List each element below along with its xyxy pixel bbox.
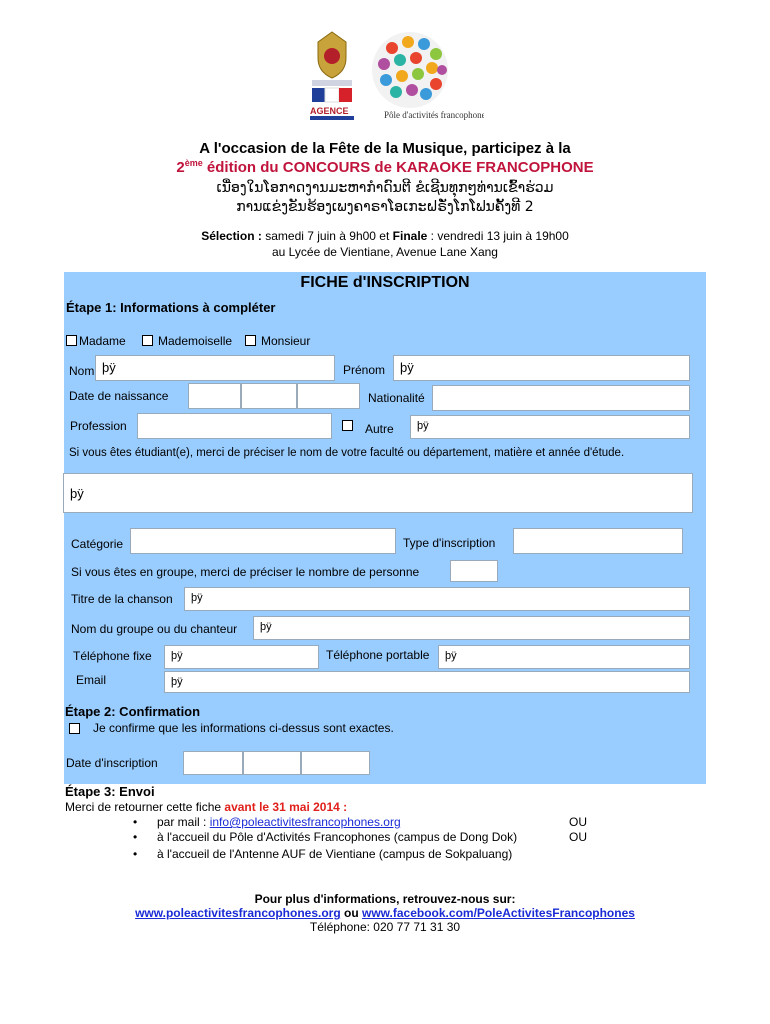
tel-fixe-input[interactable]: þÿ: [164, 645, 319, 669]
date-naissance-label: Date de naissance: [69, 389, 169, 403]
footer-info: Pour plus d'informations, retrouvez-nous sur:: [254, 892, 516, 906]
titre-chanson-label: Titre de la chanson: [71, 592, 173, 606]
pole-logo-text: Pôle d'activités francophones: [384, 110, 484, 120]
email-input[interactable]: þÿ: [164, 671, 690, 693]
madame-checkbox[interactable]: [66, 335, 77, 346]
profession-input[interactable]: [137, 413, 332, 439]
nom-input[interactable]: þÿ: [95, 355, 335, 381]
monsieur-checkbox[interactable]: [245, 335, 256, 346]
website-link[interactable]: www.poleactivitesfrancophones.org: [135, 906, 341, 920]
autre-label: Autre: [365, 422, 394, 436]
ou-2: OU: [569, 830, 587, 844]
schedule-line: Sélection : samedi 7 juin à 9h00 et Finale : vendredi 13 juin à 19h00: [201, 229, 569, 243]
groupe-nombre-input[interactable]: [450, 560, 498, 582]
bullet-1: •: [133, 815, 138, 829]
inscription-month-input[interactable]: [243, 751, 301, 775]
type-inscription-select[interactable]: [513, 528, 683, 554]
par-mail-line: par mail : info@poleactivitesfrancophones.org: [157, 815, 401, 829]
birth-year-input[interactable]: [297, 383, 360, 409]
tel-fixe-label: Téléphone fixe: [73, 649, 152, 663]
facebook-link[interactable]: www.facebook.com/PoleActivitesFrancophones: [361, 906, 635, 920]
autre-input[interactable]: þÿ: [410, 415, 690, 439]
tel-portable-label: Téléphone portable: [326, 648, 430, 662]
prenom-label: Prénom: [343, 363, 386, 377]
coat-of-arms-logo: [306, 28, 358, 122]
form-title: FICHE d'INSCRIPTION: [300, 274, 470, 291]
madame-label: Madame: [79, 334, 126, 348]
categorie-select[interactable]: [130, 528, 396, 554]
footer-links: www.poleactivitesfrancophones.org ou www.facebook.com/PoleActivitesFrancophones: [135, 906, 635, 920]
monsieur-label: Monsieur: [261, 334, 311, 348]
venue-line: au Lycée de Vientiane, Avenue Lane Xang: [272, 245, 498, 259]
step2-heading: Étape 2: Confirmation: [65, 704, 201, 719]
mail-link[interactable]: info@poleactivitesfrancophones.org: [209, 815, 401, 829]
birth-day-input[interactable]: [188, 383, 241, 409]
step3-heading: Étape 3: Envoi: [65, 784, 155, 799]
lao-headline-2: ການແຂ່ງຂັນຮ້ອງເພງຄາຣາໂອເກະຝຣັ່ງໂກໂຟນຄັ້ງທີ 2: [236, 199, 534, 215]
accueil-pole-line: à l'accueil du Pôle d'Activités Francophones (campus de Dong Dok): [157, 830, 518, 844]
nom-label: Nom: [69, 364, 95, 378]
email-label: Email: [76, 673, 107, 687]
mademoiselle-label: Mademoiselle: [158, 334, 233, 348]
bullet-3: •: [133, 847, 138, 861]
titre-chanson-input[interactable]: þÿ: [184, 587, 690, 611]
type-inscription-label: Type d'inscription: [403, 536, 496, 550]
etudiant-instructions: Si vous êtes étudiant(e), merci de préciser le nom de votre faculté ou département, matière et année d'étude.: [69, 447, 625, 459]
agence-logo-text: AGENCE: [310, 106, 349, 116]
accueil-auf-line: à l'accueil de l'Antenne AUF de Vientiane (campus de Sokpaluang): [157, 847, 513, 861]
contest-title: 2ème édition du CONCOURS de KARAOKE FRANCOPHONE: [176, 158, 594, 176]
footer-phone: Téléphone: 020 77 71 31 30: [309, 920, 461, 934]
inscription-year-input[interactable]: [301, 751, 370, 775]
mademoiselle-checkbox[interactable]: [142, 335, 153, 346]
prenom-input[interactable]: þÿ: [393, 355, 690, 381]
birth-month-input[interactable]: [241, 383, 297, 409]
event-headline: A l'occasion de la Fête de la Musique, participez à la: [199, 140, 571, 157]
nom-groupe-label: Nom du groupe ou du chanteur: [71, 622, 238, 636]
autre-checkbox[interactable]: [342, 420, 353, 431]
bullet-2: •: [133, 830, 138, 844]
pole-francophone-logo: [362, 28, 484, 122]
retour-instructions: Merci de retourner cette fiche avant le 31 mai 2014 :: [65, 800, 348, 814]
profession-label: Profession: [70, 419, 127, 433]
confirm-label: Je confirme que les informations ci-dessus sont exactes.: [93, 721, 394, 735]
date-inscription-label: Date d'inscription: [66, 756, 158, 770]
inscription-day-input[interactable]: [183, 751, 243, 775]
nationalite-input[interactable]: [432, 385, 690, 411]
lao-headline-1: ເນື່ອງໃນໂອກາດງານມະຫາກຳດົນຕີ ຂໍເຊີນທຸກໆທ່ານເຂົ້າຮ່ວມ: [216, 180, 554, 196]
nationalite-label: Nationalité: [368, 391, 425, 405]
tel-portable-input[interactable]: þÿ: [438, 645, 690, 669]
etudiant-details-input[interactable]: þÿ: [63, 473, 693, 513]
confirm-checkbox[interactable]: [69, 723, 80, 734]
ou-1: OU: [569, 815, 587, 829]
groupe-label: Si vous êtes en groupe, merci de préciser le nombre de personne: [71, 565, 420, 579]
categorie-label: Catégorie: [71, 537, 124, 551]
nom-groupe-input[interactable]: þÿ: [253, 616, 690, 640]
step1-heading: Étape 1: Informations à compléter: [66, 300, 276, 315]
